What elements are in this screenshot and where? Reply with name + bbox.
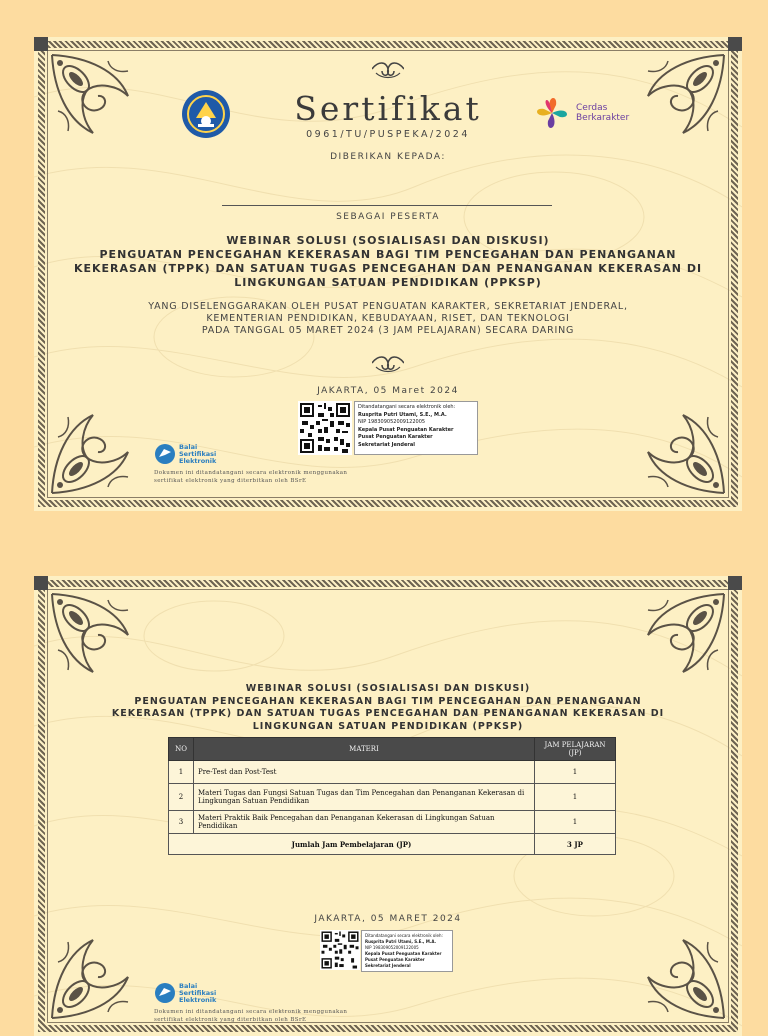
bse-logo-line: Sertifikasi	[179, 449, 217, 458]
cerdas-berkarakter-logo	[530, 91, 629, 135]
bse-logo-line: Sertifikasi	[179, 988, 217, 997]
qr-code-icon	[298, 401, 352, 455]
given-to-label: DIBERIKAN KEPADA:	[330, 152, 446, 162]
table-row	[169, 761, 616, 784]
bse-emblem-icon	[154, 982, 176, 1004]
event-heading	[34, 234, 742, 290]
corner-ornament-top-left	[48, 590, 134, 680]
column-header-materi: MATERI	[194, 738, 535, 761]
row-no: 2	[169, 784, 194, 811]
event-heading-line: LINGKUNGAN SATUAN PENDIDIKAN (PPKSP)	[234, 276, 542, 289]
place-date: JAKARTA, 05 MARET 2024	[314, 914, 462, 924]
event-heading-line: LINGKUNGAN SATUAN PENDIDIKAN (PPKSP)	[252, 720, 524, 732]
event-heading-line: KEKERASAN (TPPK) DAN SATUAN TUGAS PENCEGAHAN DAN PENANGANAN KEKERASAN DI	[111, 708, 665, 719]
cerdas-flower-icon	[530, 91, 574, 135]
corner-square	[728, 37, 742, 51]
recipient-name-line	[222, 205, 552, 206]
signature-box	[354, 401, 478, 455]
bse-note-line: sertifikat elektronik yang diterbitkan oleh BSrE	[154, 478, 307, 484]
qr-code-icon	[320, 930, 360, 970]
cerdas-logo-line1: Cerdas	[576, 103, 608, 113]
bse-logo-line: Balai	[179, 981, 198, 990]
table-row	[169, 811, 616, 834]
signature-box	[361, 930, 453, 972]
cerdas-logo-line2: Berkarakter	[576, 113, 630, 123]
column-header-no: NO	[169, 738, 194, 761]
corner-square	[34, 37, 48, 51]
event-heading-line: WEBINAR SOLUSI (SOSIALISASI DAN DISKUSI)	[226, 234, 550, 247]
place-date: JAKARTA, 05 Maret 2024	[317, 386, 459, 396]
table-total-row	[169, 834, 616, 855]
event-heading-line: KEKERASAN (TPPK) DAN SATUAN TUGAS PENCEGAHAN DAN PENANGANAN KEKERASAN DI	[73, 262, 703, 275]
bse-emblem-icon	[154, 443, 176, 465]
event-heading	[34, 683, 742, 733]
bse-note-line: Dokumen ini ditandatangani secara elektronik menggunakan	[154, 470, 348, 476]
signer-unit: Pusat Penguatan Karakter	[365, 957, 425, 962]
organizer-line: PADA TANGGAL 05 MARET 2024 (3 JAM PELAJARAN) SECARA DARING	[201, 325, 575, 336]
certificate-number: 0961/TU/PUSPEKA/2024	[306, 129, 470, 140]
ornament-top	[372, 61, 404, 81]
row-materi: Pre-Test dan Post-Test	[194, 761, 535, 784]
corner-ornament-bottom-left	[48, 932, 134, 1022]
bse-logo-line: Elektronik	[179, 456, 217, 465]
bse-logo	[154, 443, 216, 465]
event-heading-line: PENGUATAN PENCEGAHAN KEKERASAN BAGI TIM PENCEGAHAN DAN PENANGANAN	[134, 695, 642, 707]
signature-line1: Ditandatangani secara elektronik oleh:	[365, 933, 443, 938]
row-materi: Materi Tugas dan Fungsi Satuan Tugas dan Tim Pencegahan dan Penanganan Kekerasan di Lingkungan Satuan Pendidikan	[194, 784, 535, 811]
corner-ornament-bottom-left	[48, 407, 134, 497]
ornament-middle	[372, 355, 404, 375]
signer-office: Sekretariat Jenderal	[365, 963, 411, 968]
role-label: SEBAGAI PESERTA	[336, 212, 440, 222]
signer-office: Sekretariat Jenderal	[358, 441, 415, 448]
bse-logo-line: Elektronik	[179, 995, 217, 1004]
signer-nip: NIP 198309052009122005	[365, 945, 419, 950]
corner-ornament-bottom-right	[642, 407, 728, 497]
certificate-front	[34, 37, 742, 511]
signer-unit: Pusat Penguatan Karakter	[358, 434, 433, 441]
bse-logo	[154, 982, 216, 1004]
column-header-jp: JAM PELAJARAN (JP)	[535, 738, 616, 761]
row-jp: 1	[535, 811, 616, 834]
signer-position: Kepala Pusat Penguatan Karakter	[358, 426, 454, 433]
bse-note	[154, 1008, 347, 1024]
row-jp: 1	[535, 784, 616, 811]
corner-square	[728, 576, 742, 590]
signer-position: Kepala Pusat Penguatan Karakter	[365, 951, 442, 956]
row-no: 1	[169, 761, 194, 784]
total-label: Jumlah Jam Pembelajaran (JP)	[169, 834, 535, 855]
corner-ornament-top-right	[642, 590, 728, 680]
organizer-line: KEMENTERIAN PENDIDIKAN, KEBUDAYAAN, RISET, DAN TEKNOLOGI	[206, 313, 570, 324]
corner-ornament-bottom-right	[642, 932, 728, 1022]
bse-logo-line: Balai	[179, 442, 198, 451]
total-value: 3 JP	[535, 834, 616, 855]
signer-name: Rusprita Putri Utami, S.E., M.A.	[365, 939, 437, 944]
row-jp: 1	[535, 761, 616, 784]
row-materi: Materi Praktik Baik Pencegahan dan Penanganan Kekerasan di Lingkungan Satuan Pendidikan	[194, 811, 535, 834]
signer-name: Rusprita Putri Utami, S.E., M.A.	[358, 411, 447, 418]
signature-line1: Ditandatangani secara elektronik oleh:	[358, 404, 456, 410]
event-heading-line: PENGUATAN PENCEGAHAN KEKERASAN BAGI TIM PENCEGAHAN DAN PENANGANAN	[99, 248, 677, 261]
materi-table	[168, 737, 616, 855]
bse-note-line: Dokumen ini ditandatangani secara elektronik menggunakan	[154, 1009, 348, 1015]
signer-nip: NIP 198309052009122005	[358, 419, 426, 426]
organizer-line: YANG DISELENGGARAKAN OLEH PUSAT PENGUATAN KARAKTER, SEKRETARIAT JENDERAL,	[148, 301, 628, 312]
bse-note-line: sertifikat elektronik yang diterbitkan oleh BSrE	[154, 1017, 307, 1023]
table-header-row	[169, 738, 616, 761]
bse-note	[154, 469, 347, 485]
corner-square	[34, 576, 48, 590]
organizer-text	[34, 301, 742, 337]
table-row	[169, 784, 616, 811]
event-heading-line: WEBINAR SOLUSI (SOSIALISASI DAN DISKUSI)	[245, 683, 531, 694]
certificate-title: Sertifikat	[294, 89, 482, 128]
row-no: 3	[169, 811, 194, 834]
certificate-back	[34, 576, 742, 1036]
